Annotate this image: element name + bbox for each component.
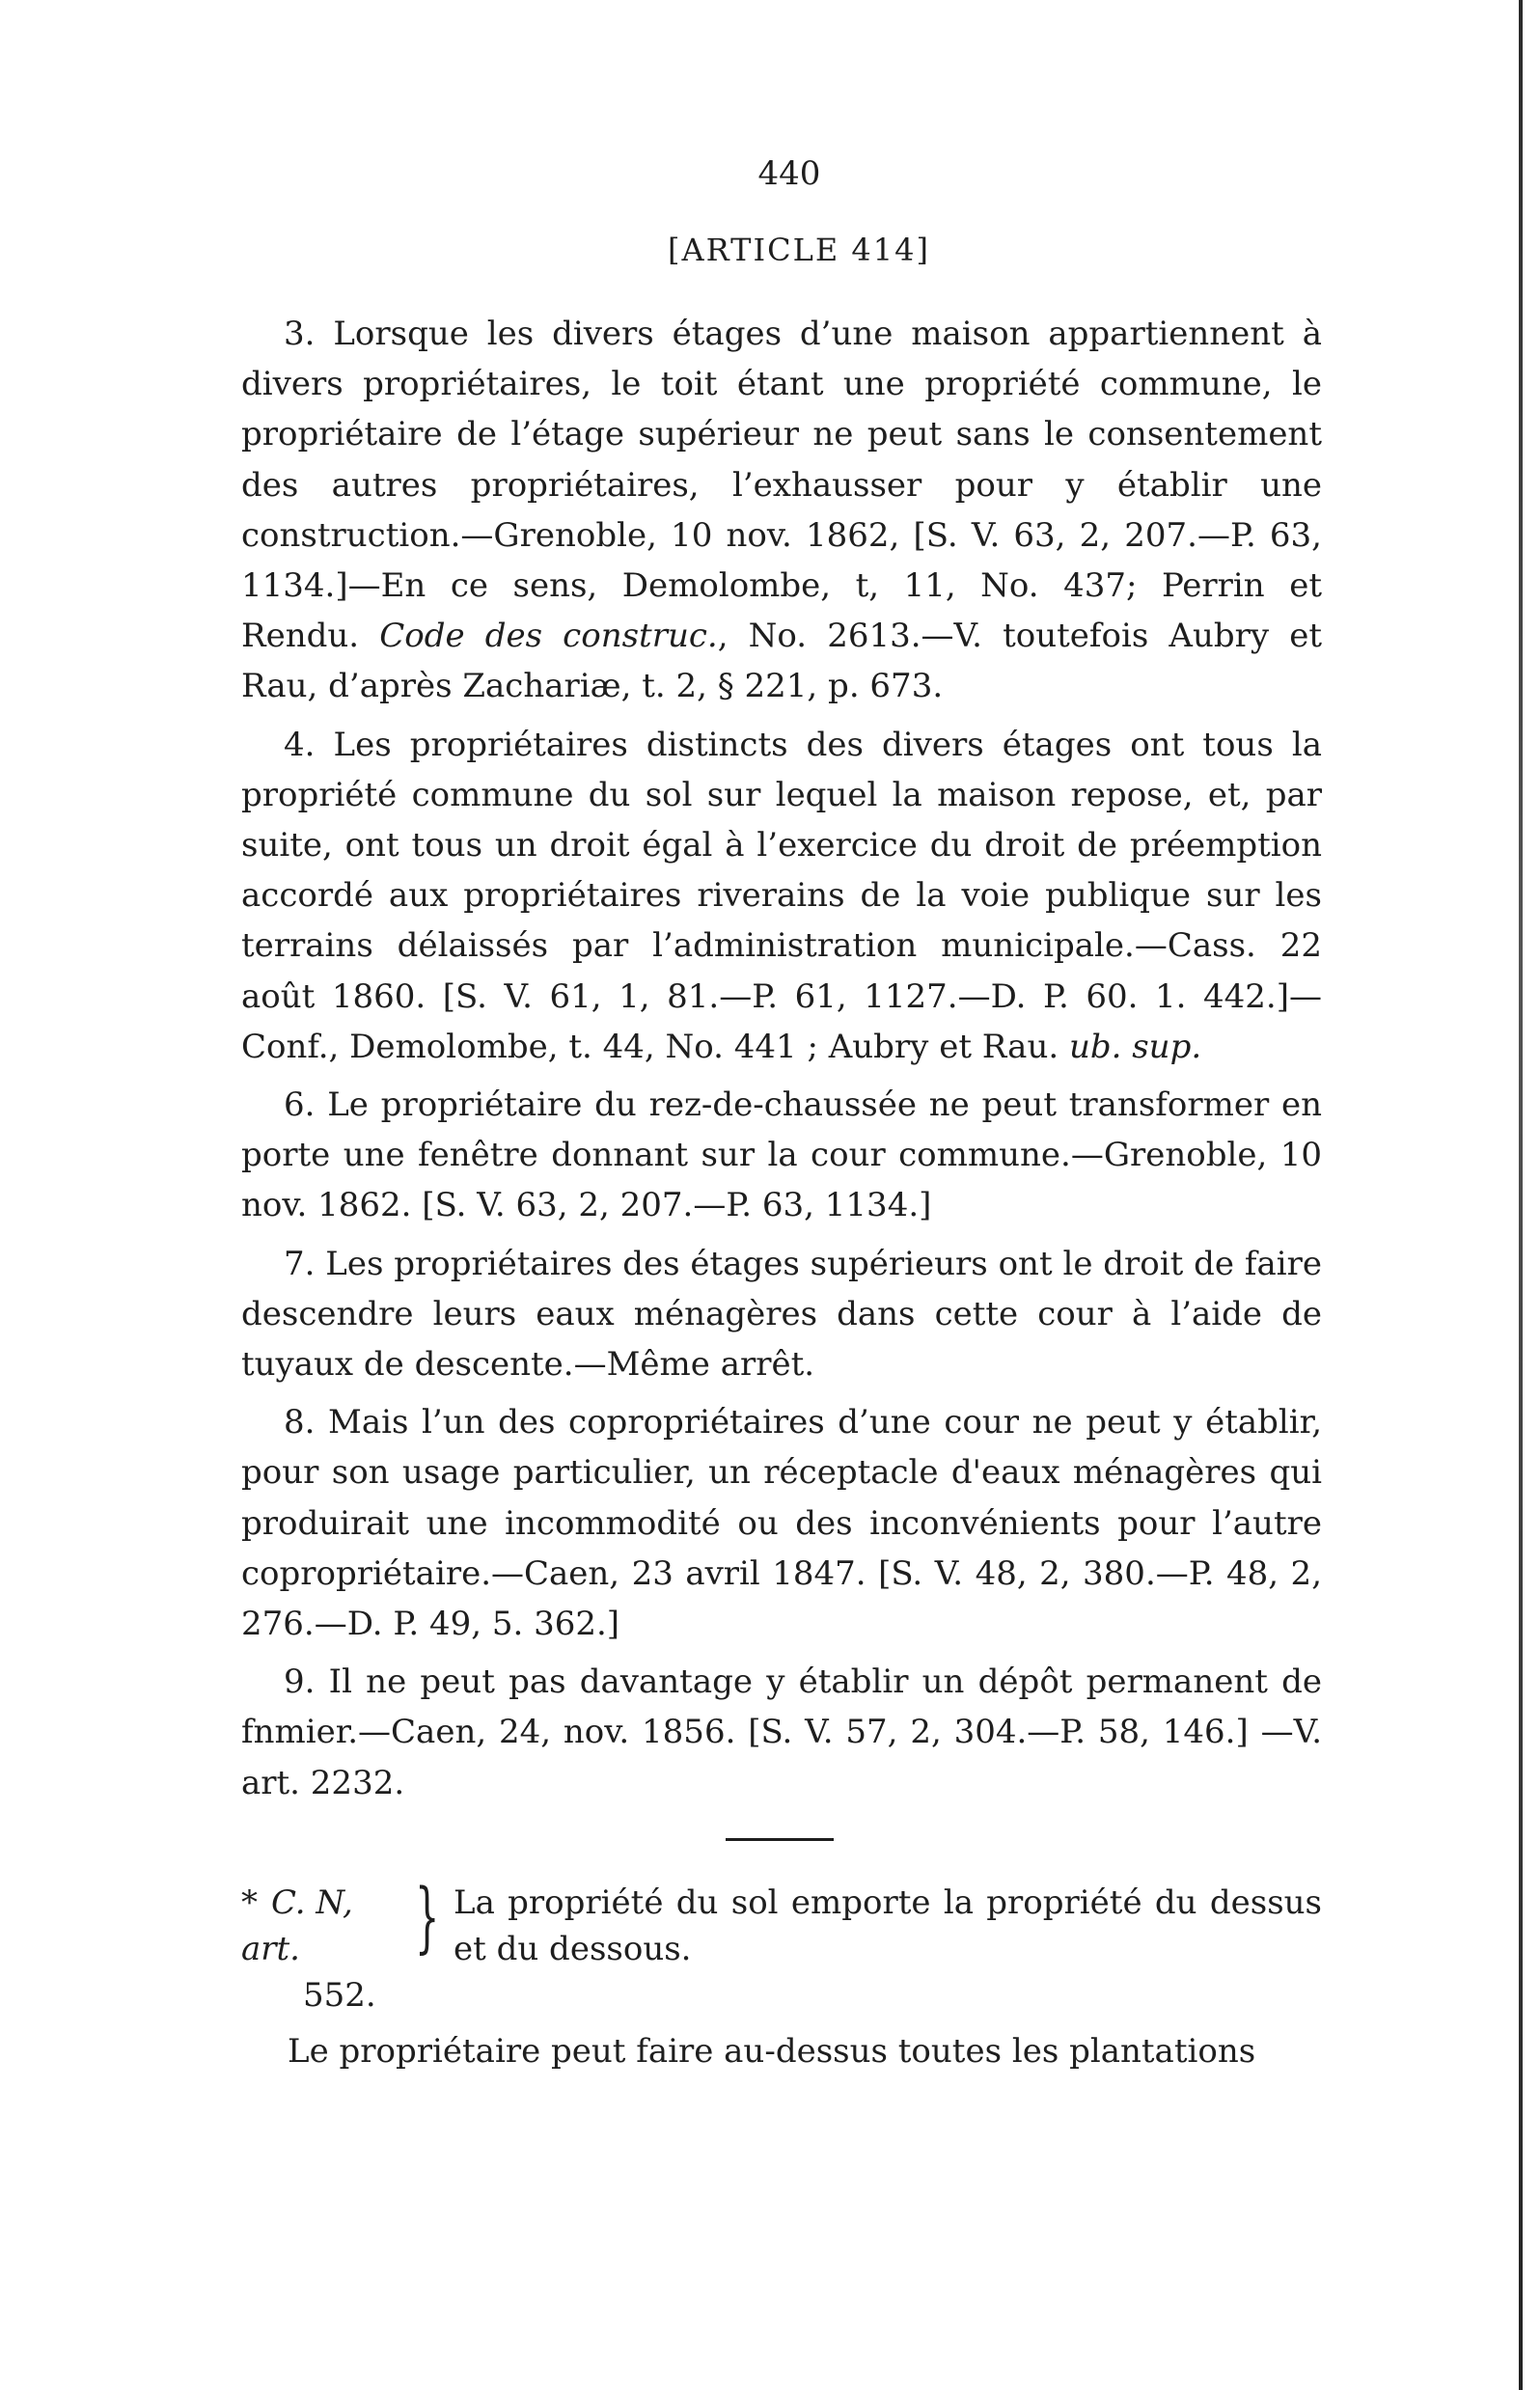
- footnote-reference: [241, 1880, 415, 2019]
- section-divider: [726, 1838, 834, 1841]
- footnote-ref-code: C. N, art.: [241, 1883, 353, 1968]
- page-edge: [1519, 0, 1523, 2390]
- main-text: [241, 309, 1322, 1816]
- paragraph-3: [241, 309, 1322, 712]
- footnote-star: *: [241, 1883, 258, 1922]
- footnote-text: La propriété du sol emporte la propriété du dessus et du dessous.: [454, 1883, 1322, 1968]
- page-number: 440: [757, 154, 821, 193]
- paragraph-text: 4. Les propriétaires distincts des divers étages ont tous la propriété commune du sol sur lequel la maison repose, et, par suite, ont tous un droit égal à l’exercice du droit de préemption accordé aux propriétaires riverains de la voie publique sur les terrains délaissés par l’administration municipale.—Cass. 22 août 1860. [S. V. 61, 1, 81.—P. 61, 1127.—D. P. 60. 1. 442.]—Conf., Demolombe, t. 44, No. 441 ; Aubry et Rau.: [241, 725, 1322, 1066]
- paragraph-4: [241, 720, 1322, 1072]
- paragraph-italic: Code des construc.: [379, 617, 718, 656]
- brace-icon: }: [415, 1872, 440, 1962]
- paragraph-text: 6. Le propriétaire du rez-de-chaussée ne peut transformer en porte une fenêtre donnant sur la cour commune.—Grenoble, 10 nov. 1862. [S. V. 63, 2, 207.—P. 63, 1134.]: [241, 1085, 1322, 1225]
- paragraph-text: 9. Il ne peut pas davantage y établir un dépôt permanent de fnmier.—Caen, 24, nov. 1856. [S. V. 57, 2, 304.—P. 58, 146.] —V. art. 2232.: [241, 1662, 1322, 1802]
- paragraph-italic: ub. sup.: [1068, 1027, 1202, 1066]
- paragraph-text: 7. Les propriétaires des étages supérieurs ont le droit de faire descendre leurs eaux ménagères dans cette cour à l’aide de tuyaux de descente.—Même arrêt.: [241, 1244, 1322, 1385]
- footnote-head: [241, 1872, 1322, 2019]
- footnote-ref-number: 552.: [303, 1976, 376, 2015]
- footnote-continuation: Le propriétaire peut faire au-dessus toutes les plantations: [288, 2032, 1256, 2071]
- paragraph-9: [241, 1657, 1322, 1808]
- paragraph-text: 8. Mais l’un des copropriétaires d’une cour ne peut y établir, pour son usage particulier, un réceptacle d'eaux ménagères qui produirait une incommodité ou des inconvénients pour l’autre copropriétaire.—Caen, 23 avril 1847. [S. V. 48, 2, 380.—P. 48, 2, 276.—D. P. 49, 5. 362.]: [241, 1403, 1322, 1644]
- paragraph-7: [241, 1239, 1322, 1390]
- paragraph-6: [241, 1080, 1322, 1231]
- footnote: [241, 1872, 1322, 2074]
- paragraph-8: [241, 1397, 1322, 1649]
- paragraph-text: 3. Lorsque les divers étages d’une maison appartiennent à divers propriétaires, le toit étant une propriété commune, le propriétaire de l’étage supérieur ne peut sans le consentement des autres propriétaires, l’exhausser pour y établir une construction.—Grenoble, 10 nov. 1862, [S. V. 63, 2, 207.—P. 63, 1134.]—En ce sens, Demolombe, t, 11, No. 437; Perrin et Rendu.: [241, 315, 1322, 656]
- article-heading: [ARTICLE 414]: [668, 232, 930, 268]
- paragraph-after: , No. 2613.—V. toutefois Aubry et Rau, d’après Zachariæ, t. 2, § 221, p. 673.: [241, 617, 1322, 706]
